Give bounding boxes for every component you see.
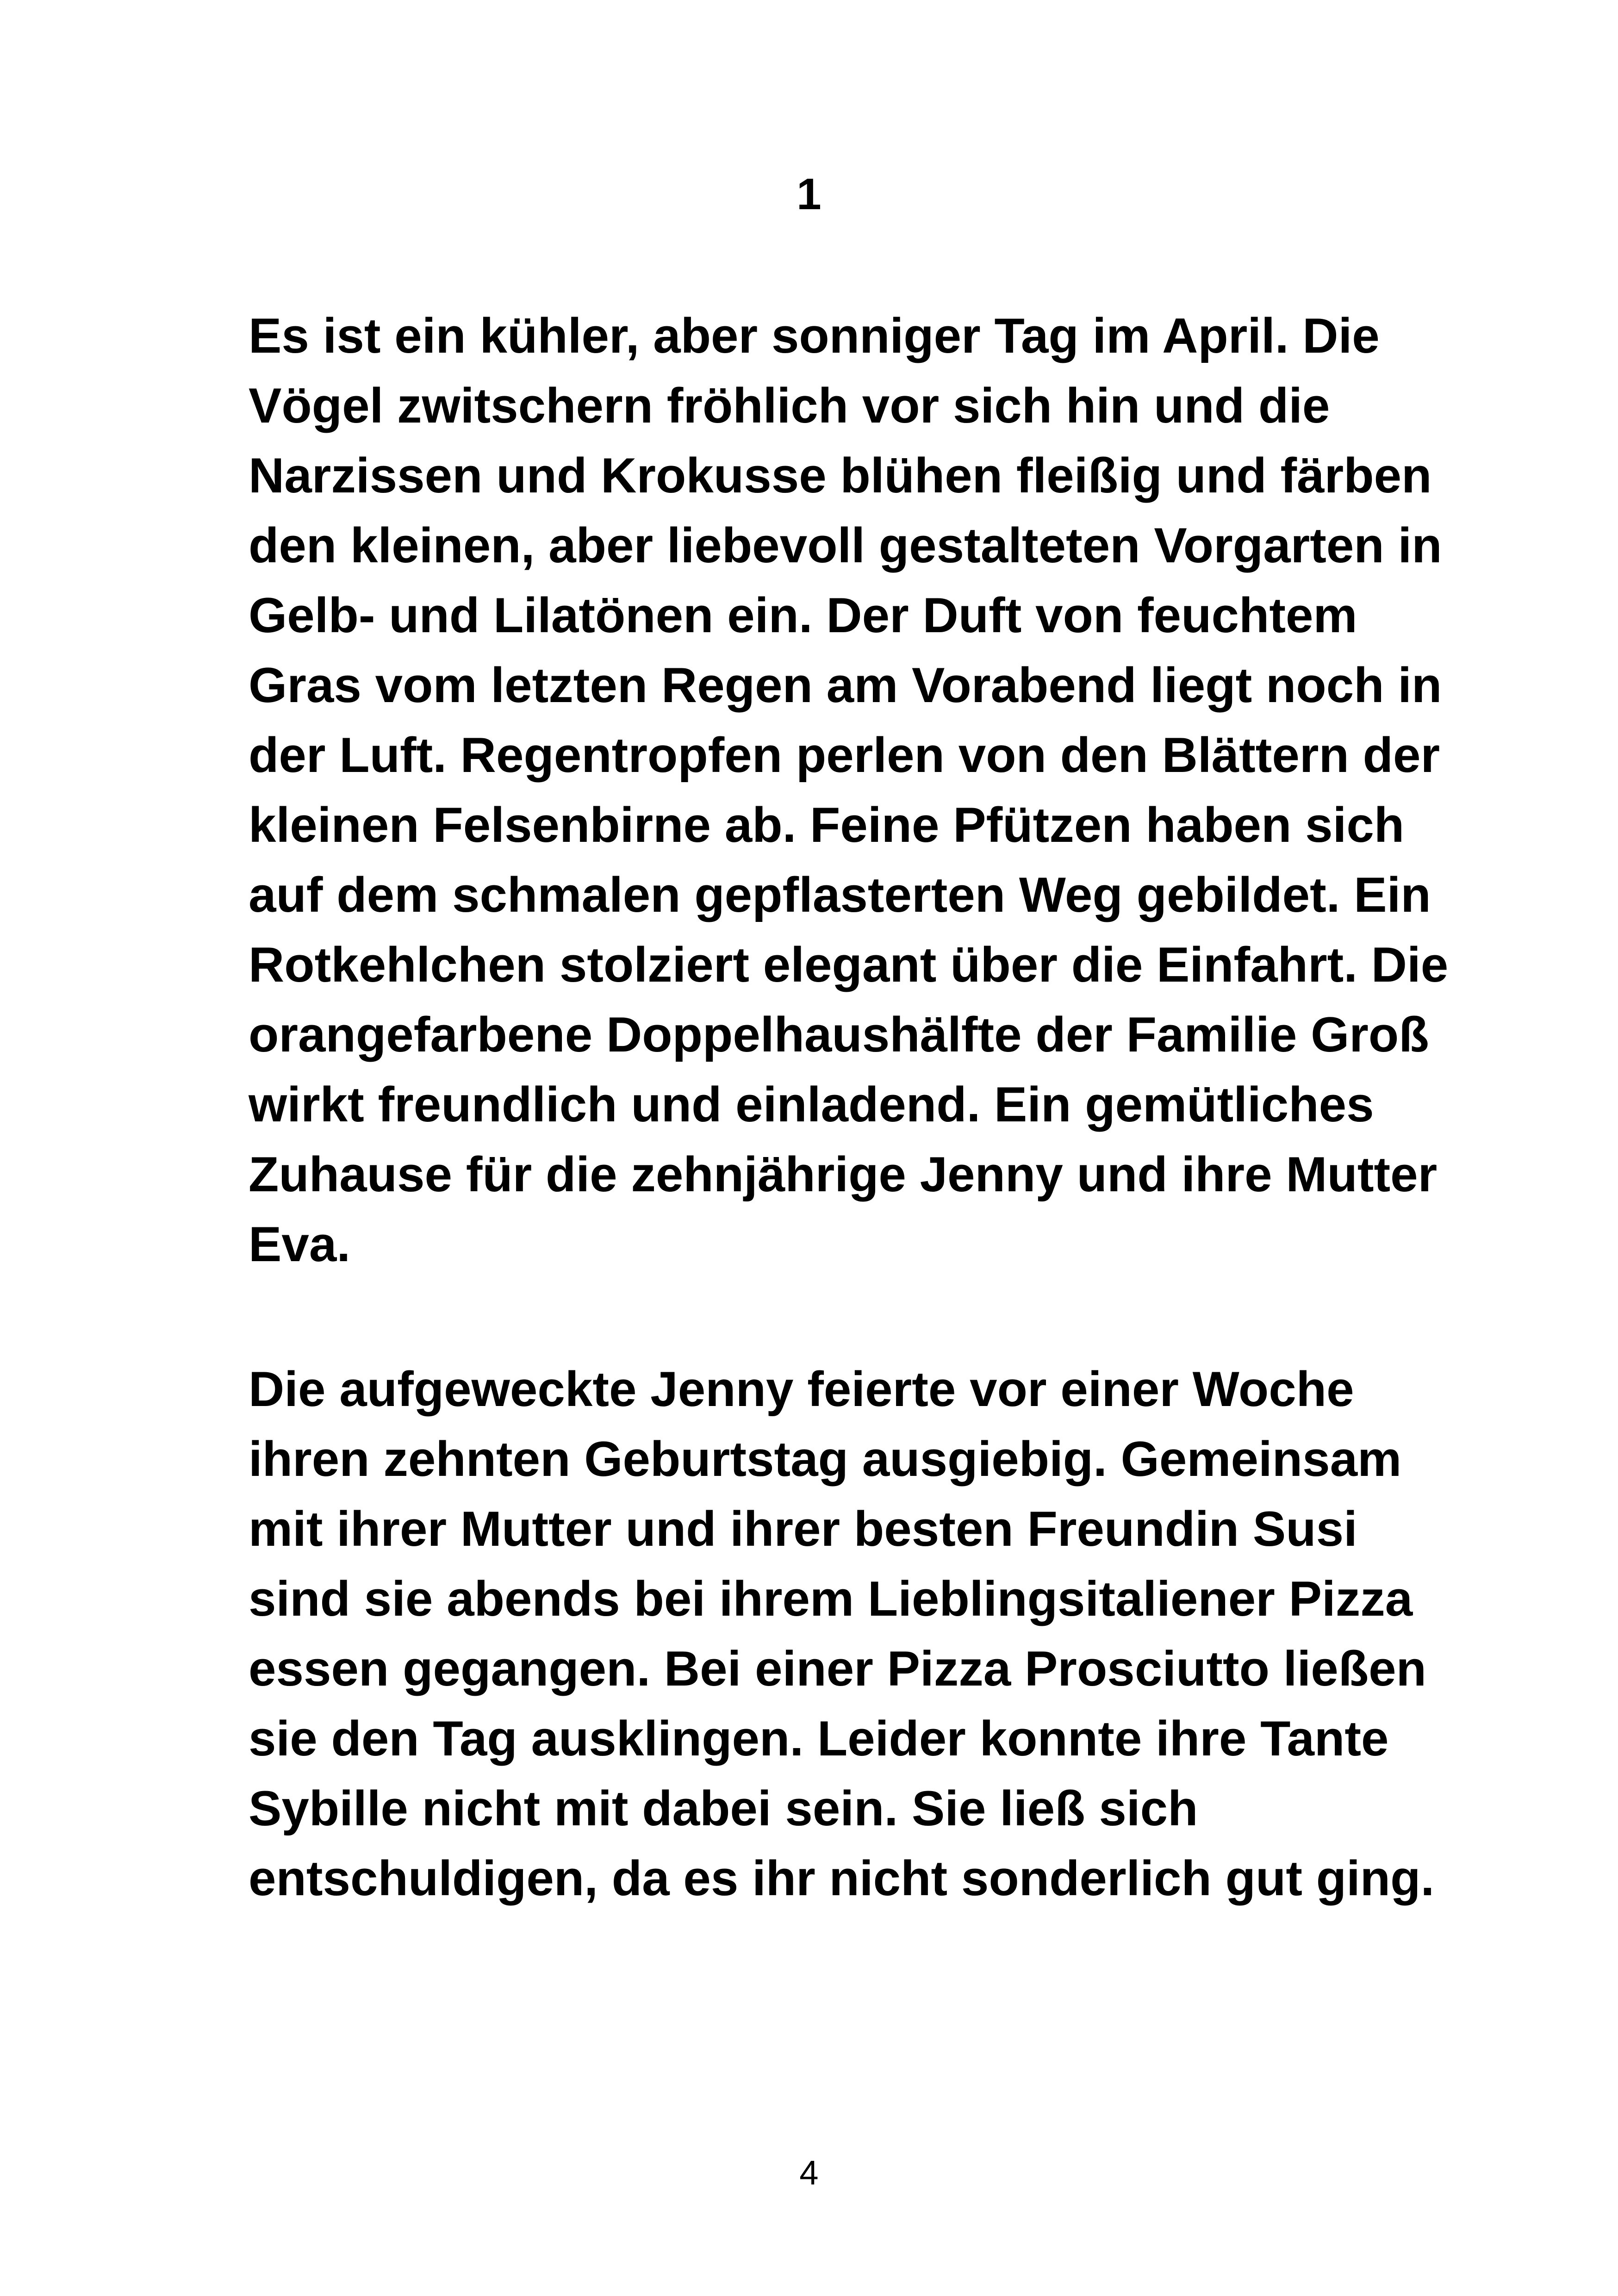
paragraph-1 [249,301,1489,1279]
paragraph-line: Narzissen und Krokusse blühen fleißig und färben [249,448,1432,503]
paragraph-line: Gelb- und Lilatönen ein. Der Duft von feuchtem [249,587,1357,643]
paragraph-line: Gras vom letzten Regen am Vorabend liegt noch in [249,657,1442,713]
paragraph-line: Rotkehlchen stolziert elegant über die Einfahrt. Die [249,937,1449,992]
paragraph-line: Die aufgeweckte Jenny feierte vor einer Woche [249,1361,1354,1417]
paragraph-line: sind sie abends bei ihrem Lieblingsitaliener Pizza [249,1571,1413,1626]
paragraph-line: Vögel zwitschern fröhlich vor sich hin und die [249,378,1330,433]
paragraph-line: entschuldigen, da es ihr nicht sonderlich gut ging. [249,1850,1435,1906]
paragraph-line: Zuhause für die zehnjährige Jenny und ihre Mutter [249,1146,1438,1202]
paragraph-line: Es ist ein kühler, aber sonniger Tag im April. Die [249,308,1380,363]
paragraph-line: ihren zehnten Geburtstag ausgiebig. Gemeinsam [249,1431,1402,1487]
paragraph-line: mit ihrer Mutter und ihrer besten Freundin Susi [249,1501,1357,1556]
chapter-number: 1 [797,169,821,219]
paragraph-line: kleinen Felsenbirne ab. Feine Pfützen haben sich [249,797,1405,852]
paragraph-line: der Luft. Regentropfen perlen von den Blättern der [249,727,1440,783]
paragraph-line: sie den Tag ausklingen. Leider konnte ihre Tante [249,1711,1389,1766]
page-number: 4 [799,2153,819,2192]
paragraph-line: den kleinen, aber liebevoll gestalteten Vorgarten in [249,517,1442,573]
paragraph-line: auf dem schmalen gepflasterten Weg gebildet. Ein [249,867,1431,922]
paragraph-line: Sybille nicht mit dabei sein. Sie ließ sich [249,1780,1198,1836]
paragraph-line: wirkt freundlich und einladend. Ein gemütliches [249,1076,1374,1132]
paragraph-line: orangefarbene Doppelhaushälfte der Familie Groß [249,1007,1429,1062]
paragraph-line: essen gegangen. Bei einer Pizza Prosciutto ließen [249,1641,1426,1696]
paragraph-line: Eva. [249,1216,351,1272]
paragraph-2 [249,1354,1489,1913]
